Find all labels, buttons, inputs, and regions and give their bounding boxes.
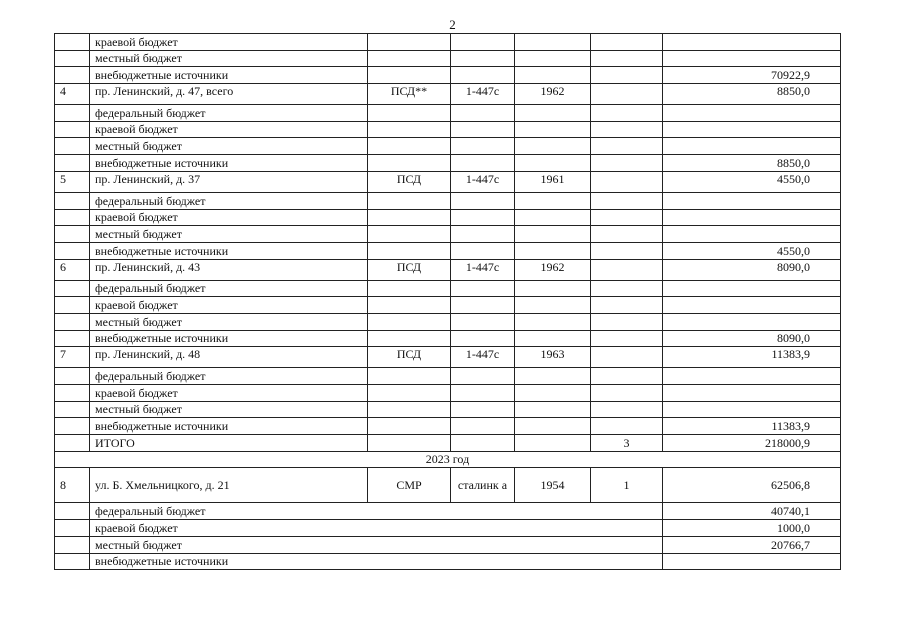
funding-number-cell [55,401,90,418]
table-row [55,50,841,67]
total-label-cell: ИТОГО [90,435,368,452]
row-type-cell [368,67,451,84]
object-type-cell: ПСД [368,259,451,280]
funding-qty-cell [591,313,663,330]
funding-sum-cell [663,105,841,122]
funding-source-cell: краевой бюджет [90,297,368,314]
object-sum-cell: 8090,0 [663,259,841,280]
funding-series-cell [451,105,515,122]
funding-series-cell [451,385,515,402]
funding-sum-cell [663,209,841,226]
row-qty-cell [591,34,663,51]
object-row [55,347,841,368]
funding-sum-cell: 40740,1 [663,503,841,520]
funding-series-cell [451,401,515,418]
funding-year-cell [515,155,591,172]
object-year-cell: 1962 [515,84,591,105]
row-year-cell [515,67,591,84]
funding-series-cell [451,155,515,172]
total-row [55,435,841,452]
object-qty-cell [591,84,663,105]
funding-number-cell [55,418,90,435]
funding-row [55,242,841,259]
funding-source-cell: внебюджетные источники [90,242,368,259]
funding-sum-cell [663,401,841,418]
funding-source-cell: внебюджетные источники [90,418,368,435]
object-row [55,259,841,280]
total-sum-cell: 218000,9 [663,435,841,452]
funding-source-cell: внебюджетные источники [90,155,368,172]
funding-type-cell [368,330,451,347]
object-number-cell: 5 [55,171,90,192]
funding-year-cell [515,401,591,418]
funding-row [55,536,841,553]
funding-source-cell: краевой бюджет [90,520,663,537]
object-number-cell: 4 [55,84,90,105]
funding-row [55,192,841,209]
funding-type-cell [368,209,451,226]
funding-source-cell: местный бюджет [90,536,663,553]
funding-series-cell [451,226,515,243]
funding-number-cell [55,368,90,385]
object-name-cell: ул. Б. Хмельницкого, д. 21 [90,468,368,503]
total-type-cell [368,435,451,452]
funding-source-cell: федеральный бюджет [90,503,663,520]
funding-sum-cell: 20766,7 [663,536,841,553]
funding-year-cell [515,297,591,314]
funding-number-cell [55,121,90,138]
funding-row [55,368,841,385]
object-number-cell: 6 [55,259,90,280]
object-qty-cell [591,171,663,192]
row-sum-cell [663,50,841,67]
object-series-cell: сталинк а [451,468,515,503]
funding-year-cell [515,330,591,347]
object-type-cell: СМР [368,468,451,503]
funding-series-cell [451,192,515,209]
object-row [55,468,841,503]
object-name-cell: пр. Ленинский, д. 43 [90,259,368,280]
object-qty-cell [591,347,663,368]
funding-row [55,553,841,570]
funding-sum-cell [663,226,841,243]
funding-row [55,138,841,155]
funding-number-cell [55,297,90,314]
funding-sum-cell: 4550,0 [663,242,841,259]
funding-row [55,105,841,122]
funding-year-cell [515,192,591,209]
funding-number-cell [55,242,90,259]
funding-source-cell: федеральный бюджет [90,192,368,209]
funding-row [55,209,841,226]
object-sum-cell: 4550,0 [663,171,841,192]
funding-qty-cell [591,226,663,243]
funding-source-cell: внебюджетные источники [90,330,368,347]
funding-sum-cell [663,280,841,297]
funding-sum-cell [663,297,841,314]
row-year-cell [515,34,591,51]
funding-year-cell [515,226,591,243]
funding-qty-cell [591,418,663,435]
object-year-cell: 1961 [515,171,591,192]
funding-year-cell [515,368,591,385]
funding-qty-cell [591,280,663,297]
row-sum-cell [663,34,841,51]
object-name-cell: пр. Ленинский, д. 47, всего [90,84,368,105]
object-row [55,84,841,105]
funding-row [55,418,841,435]
funding-number-cell [55,553,90,570]
object-name-cell: пр. Ленинский, д. 37 [90,171,368,192]
funding-series-cell [451,418,515,435]
funding-row [55,330,841,347]
funding-qty-cell [591,209,663,226]
funding-year-cell [515,138,591,155]
row-name-cell: краевой бюджет [90,34,368,51]
funding-row [55,155,841,172]
object-year-cell: 1962 [515,259,591,280]
object-qty-cell: 1 [591,468,663,503]
funding-year-cell [515,121,591,138]
funding-qty-cell [591,121,663,138]
funding-year-cell [515,242,591,259]
row-number-cell [55,34,90,51]
funding-type-cell [368,155,451,172]
funding-source-cell: внебюджетные источники [90,553,663,570]
funding-number-cell [55,192,90,209]
funding-type-cell [368,121,451,138]
object-series-cell: 1-447с [451,171,515,192]
funding-sum-cell [663,313,841,330]
funding-series-cell [451,121,515,138]
object-number-cell: 8 [55,468,90,503]
funding-sum-cell [663,138,841,155]
funding-type-cell [368,418,451,435]
funding-number-cell [55,280,90,297]
total-series-cell [451,435,515,452]
funding-qty-cell [591,155,663,172]
funding-row [55,121,841,138]
funding-series-cell [451,138,515,155]
total-qty-cell: 3 [591,435,663,452]
funding-source-cell: местный бюджет [90,138,368,155]
funding-number-cell [55,503,90,520]
funding-number-cell [55,330,90,347]
funding-qty-cell [591,368,663,385]
row-number-cell [55,50,90,67]
row-series-cell [451,50,515,67]
row-year-cell [515,50,591,67]
table-row [55,34,841,51]
funding-type-cell [368,280,451,297]
funding-type-cell [368,192,451,209]
funding-qty-cell [591,105,663,122]
object-type-cell: ПСД [368,347,451,368]
object-row [55,171,841,192]
funding-sum-cell [663,121,841,138]
funding-number-cell [55,209,90,226]
funding-source-cell: местный бюджет [90,226,368,243]
funding-type-cell [368,385,451,402]
funding-type-cell [368,313,451,330]
funding-series-cell [451,313,515,330]
object-name-cell: пр. Ленинский, д. 48 [90,347,368,368]
funding-year-cell [515,209,591,226]
funding-number-cell [55,520,90,537]
funding-sum-cell [663,192,841,209]
funding-row [55,385,841,402]
funding-source-cell: краевой бюджет [90,385,368,402]
funding-number-cell [55,536,90,553]
table-row [55,67,841,84]
funding-number-cell [55,385,90,402]
funding-qty-cell [591,192,663,209]
funding-year-cell [515,385,591,402]
funding-year-cell [515,105,591,122]
funding-type-cell [368,368,451,385]
funding-sum-cell [663,368,841,385]
funding-source-cell: краевой бюджет [90,209,368,226]
funding-source-cell: федеральный бюджет [90,105,368,122]
budget-table [54,33,841,570]
row-type-cell [368,50,451,67]
funding-sum-cell [663,553,841,570]
object-sum-cell: 11383,9 [663,347,841,368]
row-sum-cell: 70922,9 [663,67,841,84]
object-series-cell: 1-447с [451,259,515,280]
object-series-cell: 1-447с [451,84,515,105]
funding-type-cell [368,297,451,314]
funding-number-cell [55,226,90,243]
funding-qty-cell [591,330,663,347]
funding-series-cell [451,297,515,314]
funding-qty-cell [591,138,663,155]
funding-sum-cell [663,385,841,402]
object-year-cell: 1963 [515,347,591,368]
row-number-cell [55,67,90,84]
funding-type-cell [368,138,451,155]
funding-series-cell [451,280,515,297]
funding-year-cell [515,313,591,330]
funding-type-cell [368,105,451,122]
funding-number-cell [55,138,90,155]
object-type-cell: ПСД [368,171,451,192]
funding-source-cell: федеральный бюджет [90,368,368,385]
funding-row [55,520,841,537]
funding-sum-cell: 8090,0 [663,330,841,347]
year-header: 2023 год [55,451,841,468]
funding-year-cell [515,280,591,297]
row-series-cell [451,34,515,51]
funding-series-cell [451,242,515,259]
funding-series-cell [451,330,515,347]
object-type-cell: ПСД** [368,84,451,105]
funding-type-cell [368,226,451,243]
total-year-cell [515,435,591,452]
row-type-cell [368,34,451,51]
funding-qty-cell [591,242,663,259]
object-qty-cell [591,259,663,280]
funding-source-cell: федеральный бюджет [90,280,368,297]
funding-number-cell [55,155,90,172]
funding-row [55,226,841,243]
object-series-cell: 1-447с [451,347,515,368]
funding-row [55,280,841,297]
funding-qty-cell [591,385,663,402]
row-name-cell: местный бюджет [90,50,368,67]
year-header-row [55,451,841,468]
funding-series-cell [451,209,515,226]
funding-type-cell [368,242,451,259]
funding-source-cell: местный бюджет [90,313,368,330]
object-year-cell: 1954 [515,468,591,503]
funding-qty-cell [591,297,663,314]
funding-row [55,503,841,520]
total-number-cell [55,435,90,452]
funding-type-cell [368,401,451,418]
funding-number-cell [55,105,90,122]
page-number: 2 [449,17,456,32]
row-series-cell [451,67,515,84]
row-qty-cell [591,67,663,84]
row-qty-cell [591,50,663,67]
funding-year-cell [515,418,591,435]
funding-sum-cell: 8850,0 [663,155,841,172]
object-sum-cell: 8850,0 [663,84,841,105]
funding-row [55,313,841,330]
funding-number-cell [55,313,90,330]
funding-source-cell: краевой бюджет [90,121,368,138]
funding-row [55,401,841,418]
funding-sum-cell: 1000,0 [663,520,841,537]
row-name-cell: внебюджетные источники [90,67,368,84]
object-number-cell: 7 [55,347,90,368]
funding-sum-cell: 11383,9 [663,418,841,435]
object-sum-cell: 62506,8 [663,468,841,503]
table-body [55,34,841,570]
funding-qty-cell [591,401,663,418]
funding-row [55,297,841,314]
funding-series-cell [451,368,515,385]
funding-source-cell: местный бюджет [90,401,368,418]
